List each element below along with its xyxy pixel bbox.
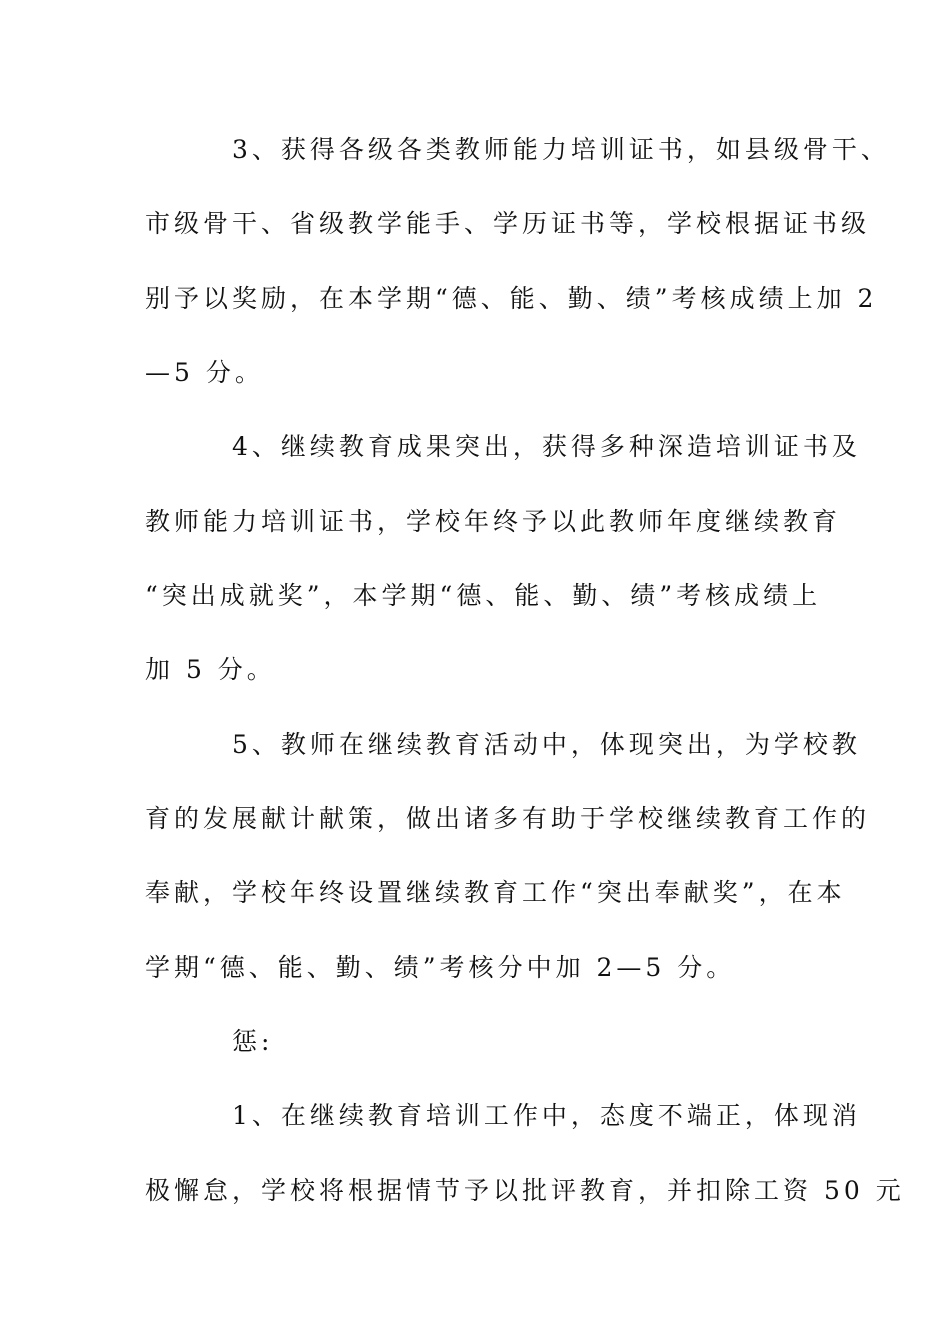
text-line: 教师能力培训证书，学校年终予以此教师年度继续教育 (145, 507, 842, 536)
text-line-item5-start: 5、教师在继续教育活动中，体现突出，为学校教 (232, 730, 861, 759)
text-line: 学期“德、能、勤、绩”考核分中加 2—5 分。 (145, 953, 736, 982)
text-line: 奉献，学校年终设置继续教育工作“突出奉献奖”，在本 (145, 878, 846, 907)
text-line-penalty1-start: 1、在继续教育培训工作中，态度不端正，体现消 (232, 1101, 861, 1130)
text-line: 育的发展献计献策，做出诸多有助于学校继续教育工作的 (145, 804, 871, 833)
text-line: 别予以奖励，在本学期“德、能、勤、绩”考核成绩上加 2 (145, 284, 878, 313)
text-line: “突出成就奖”，本学期“德、能、勤、绩”考核成绩上 (145, 581, 822, 610)
text-line-item4-start: 4、继续教育成果突出，获得多种深造培训证书及 (232, 432, 861, 461)
text-line-item3-start: 3、获得各级各类教师能力培训证书，如县级骨干、 (232, 135, 890, 164)
text-line: 极懈怠，学校将根据情节予以批评教育，并扣除工资 50 元 (145, 1176, 905, 1205)
section-heading-penalty: 惩: (232, 1027, 274, 1056)
text-line: 市级骨干、省级教学能手、学历证书等，学校根据证书级 (145, 209, 871, 238)
text-line: 加 5 分。 (145, 655, 276, 684)
text-line: —5 分。 (145, 358, 264, 387)
